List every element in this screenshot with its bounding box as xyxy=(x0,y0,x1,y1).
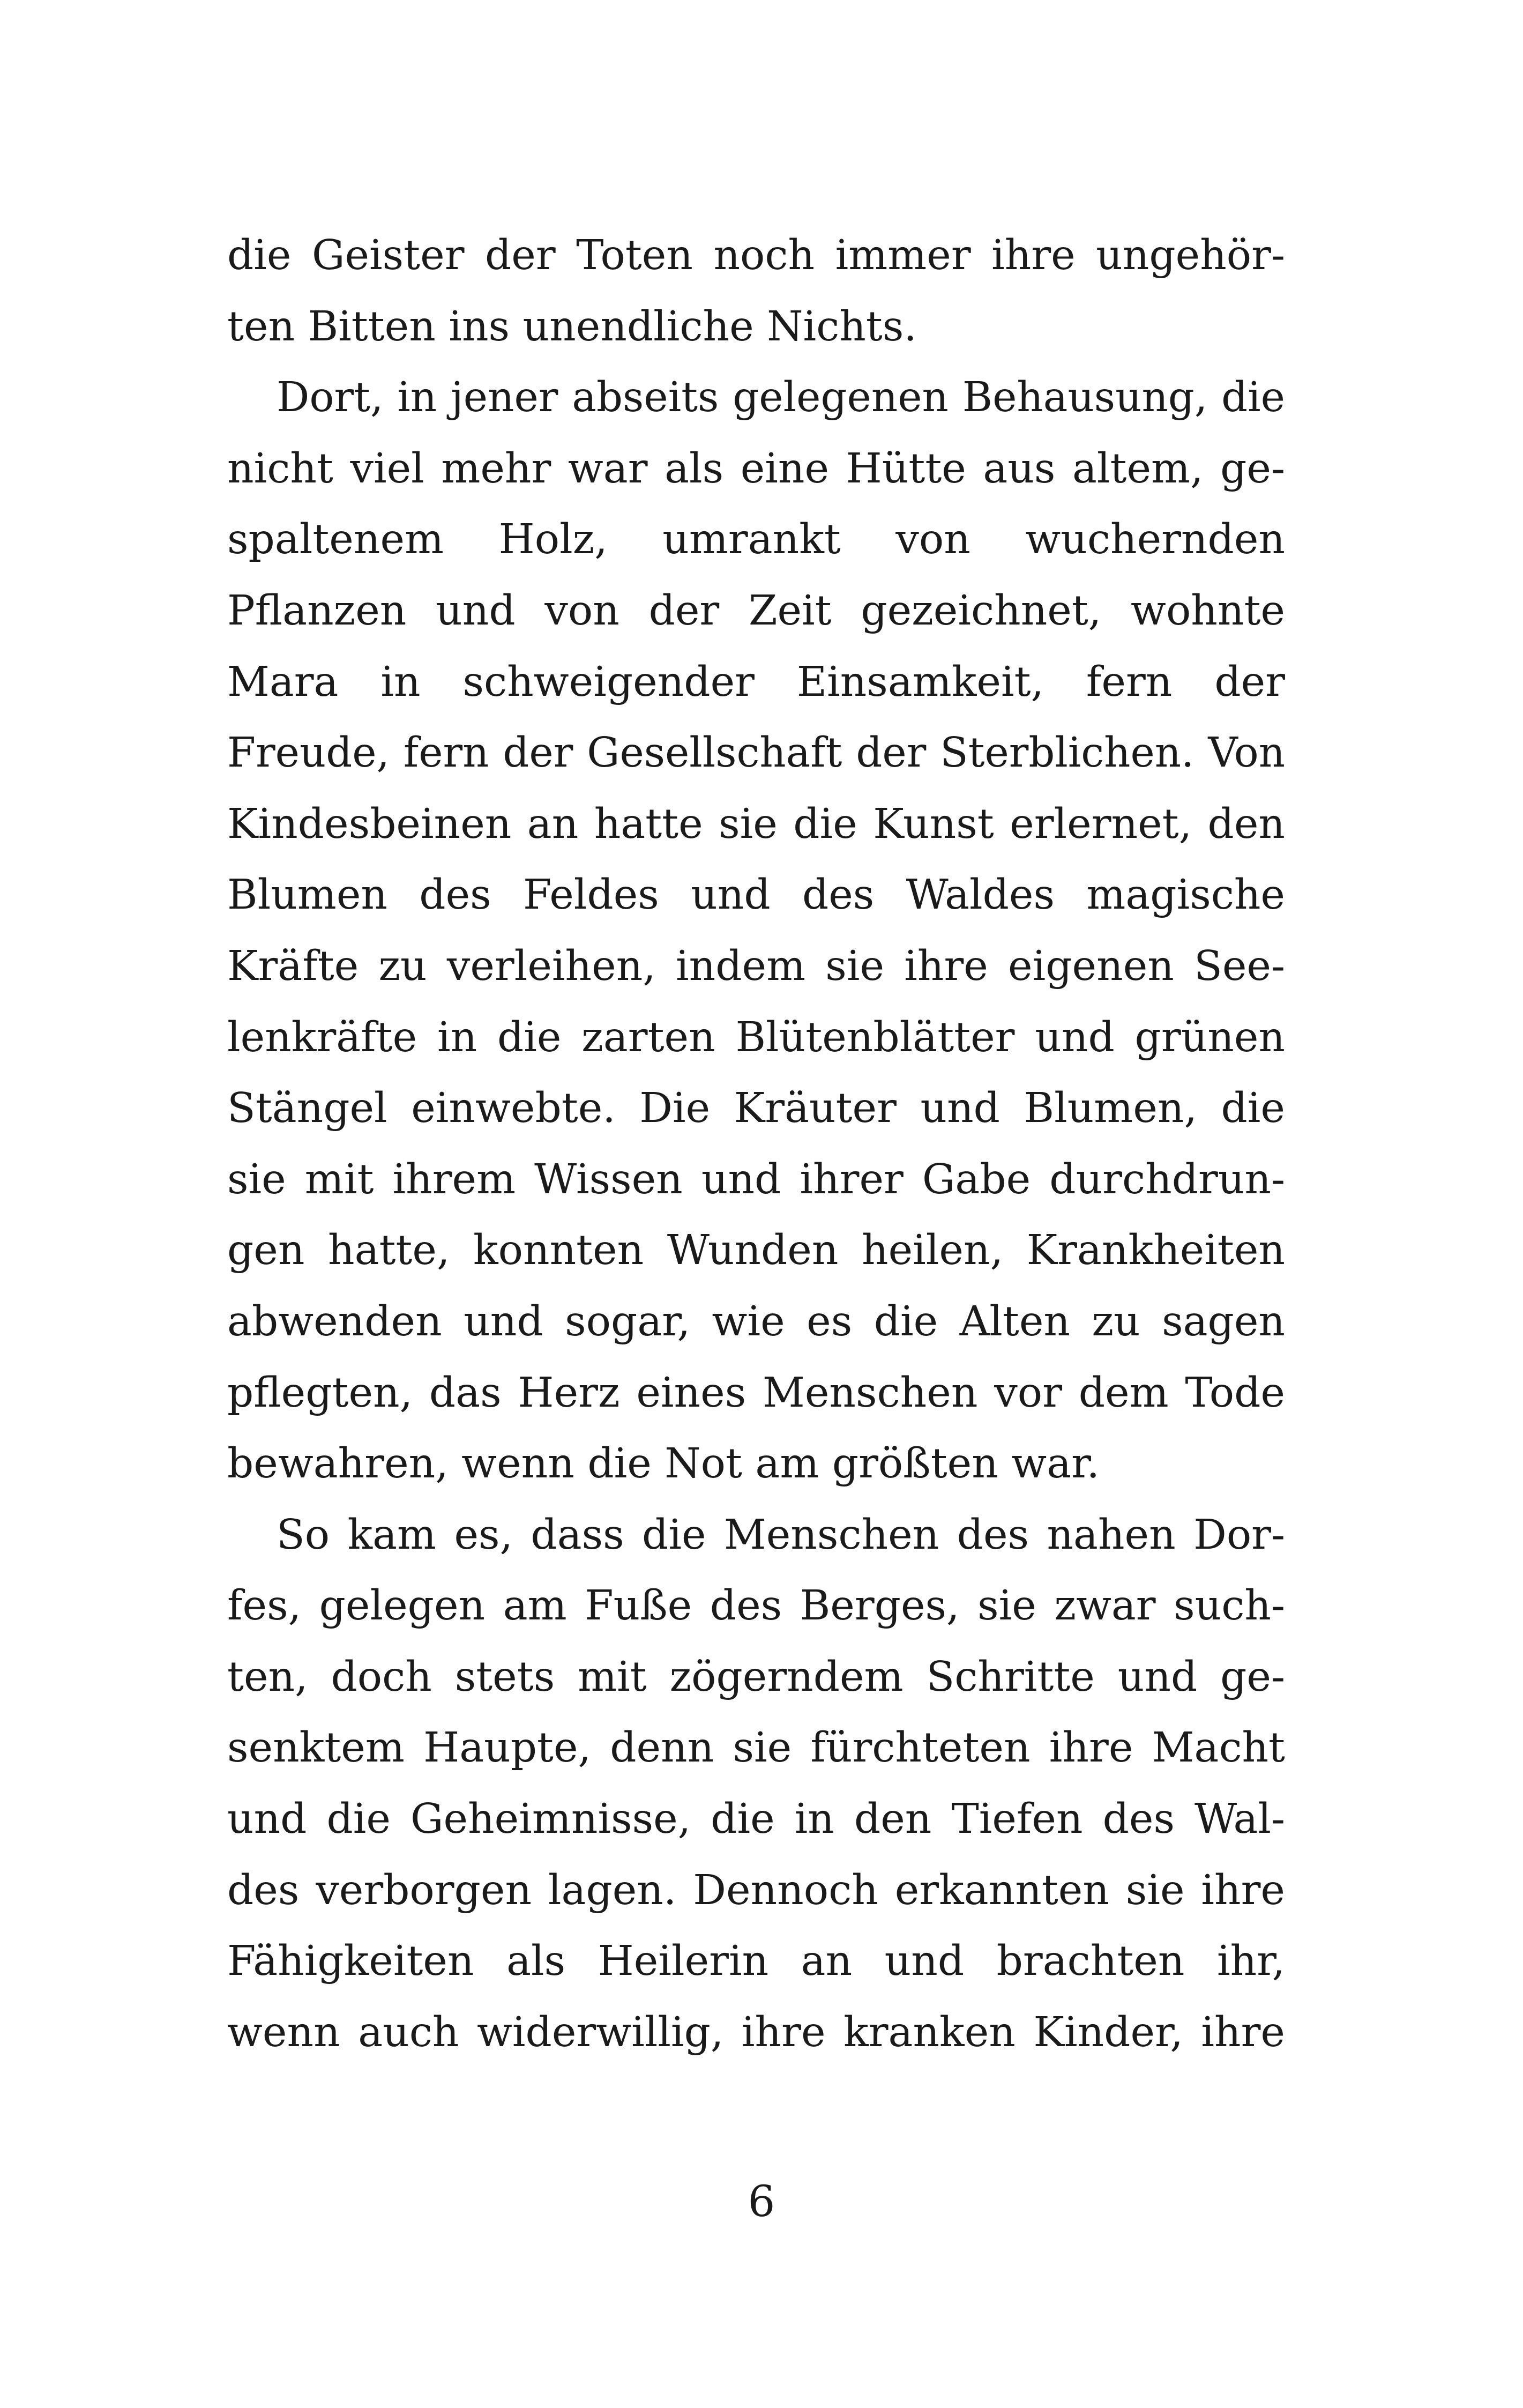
body-text xyxy=(227,220,1285,2068)
text-line: So kam es, dass die Menschen des nahen Dor- xyxy=(277,1511,1285,1559)
text-line: gen hatte, konnten Wunden heilen, Krankheiten xyxy=(227,1227,1285,1275)
text-line: abwenden und sogar, wie es die Alten zu sagen xyxy=(227,1297,1285,1346)
text-line: Fähigkeiten als Heilerin an und brachten ihr, xyxy=(227,1937,1285,1986)
page-number: 6 xyxy=(748,2176,775,2226)
text-line: die Geister der Toten noch immer ihre ungehör- xyxy=(227,232,1285,279)
text-line: nicht viel mehr war als eine Hütte aus altem, ge- xyxy=(227,444,1285,493)
text-line: Mara in schweigender Einsamkeit, fern der xyxy=(227,658,1285,706)
text-line: Kräfte zu verleihen, indem sie ihre eigenen See- xyxy=(227,942,1285,990)
text-line: pflegten, das Herz eines Menschen vor dem Tode xyxy=(227,1369,1285,1417)
text-line: senktem Haupte, denn sie fürchteten ihre Macht xyxy=(227,1724,1285,1772)
text-line: wenn auch widerwillig, ihre kranken Kinder, ihre xyxy=(227,2008,1285,2056)
text-line: sie mit ihrem Wissen und ihrer Gabe durchdrun- xyxy=(227,1155,1285,1203)
text-line: bewahren, wenn die Not am größten war. xyxy=(227,1440,1100,1488)
text-line: spaltenem Holz, umrankt von wuchernden xyxy=(227,516,1285,564)
text-line: ten, doch stets mit zögerndem Schritte und ge- xyxy=(227,1653,1285,1701)
text-line: Stängel einwebte. Die Kräuter und Blumen, die xyxy=(227,1084,1285,1133)
text-line: Dort, in jener abseits gelegenen Behausung, die xyxy=(277,374,1285,422)
text-line: ten Bitten ins unendliche Nichts. xyxy=(227,302,917,351)
text-line: des verborgen lagen. Dennoch erkannten sie ihre xyxy=(227,1866,1285,1914)
text-line: und die Geheimnisse, die in den Tiefen des Wal- xyxy=(227,1795,1285,1844)
text-line: Blumen des Feldes und des Waldes magische xyxy=(227,871,1285,919)
text-line: Pflanzen und von der Zeit gezeichnet, wohnte xyxy=(227,586,1285,635)
text-line: fes, gelegen am Fuße des Berges, sie zwar such- xyxy=(227,1582,1285,1630)
text-line: lenkräfte in die zarten Blütenblätter und grünen xyxy=(227,1013,1285,1061)
text-line: Freude, fern der Gesellschaft der Sterblichen. Von xyxy=(227,729,1285,777)
text-line: Kindesbeinen an hatte sie die Kunst erlernet, den xyxy=(227,800,1285,848)
